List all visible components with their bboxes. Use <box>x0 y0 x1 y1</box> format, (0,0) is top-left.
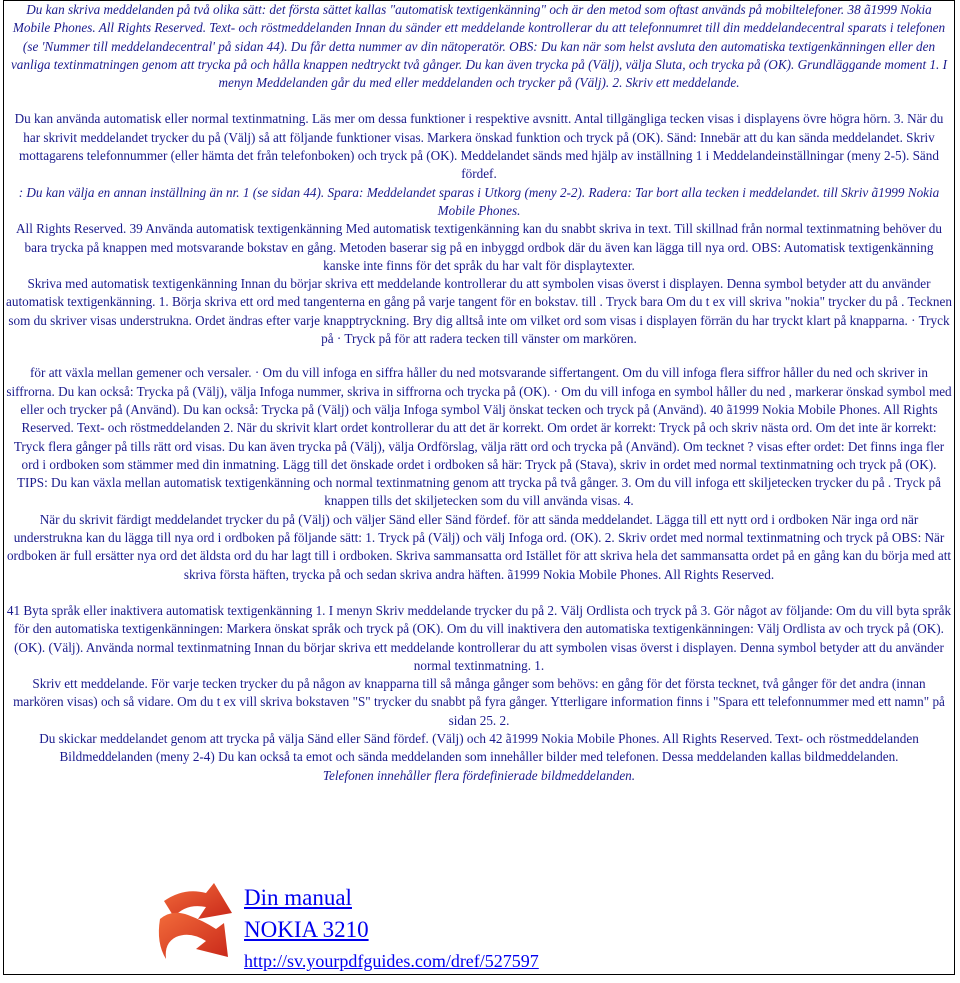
paragraph: All Rights Reserved. 39 Använda automatisk textigenkänning Med automatisk textigenkänning kan du snabbt skriva in text. Till skillnad från normal textinmatning behöver du bara trycka på knappen med motsvarande bokstav en gång. Metoden baserar sig på en inbyggd ordbok där du även kan lägga till nya ord. OBS: Automatisk textigenkänning kanske inte finns för det språk du har valt för displaytexter. <box>16 221 942 273</box>
paragraph-spacer <box>4 584 954 602</box>
footer-links <box>244 882 539 974</box>
paragraph: TIPS: Du kan växla mellan automatisk textigenkänning och normal textinmatning genom att trycka på två gånger. 3. Om du vill infoga ett skiljetecken trycker du på . Tryck på knappen tills det skiljetecken som du vill använda visas. 4. <box>16 475 941 509</box>
paragraph: Du skickar meddelandet genom att trycka på välja Sänd eller Sänd fördef. (Välj) och 42 ã1999 Nokia Mobile Phones. All Rights Reserved. Text- och röstmeddelanden Bildmeddelanden (meny 2-4) Du kan också ta emot och sända meddelanden som innehåller bilder med telefonen. Dessa meddelanden kallas bildmeddelanden. <box>39 730 919 765</box>
paragraph: 41 Byta språk eller inaktivera automatisk textigenkänning 1. I menyn Skriv meddelande trycker du på 2. Välj Ordlista och tryck på 3. Gör något av följande: Om du vill byta språk för den automatiska textigenkänningen: Markera önskat språk och tryck på (OK). Om du vill inaktivera den automatiska textigenkänningen: Välj Ordlista av och tryck på (OK). (OK). (Välj). Använda normal textinmatning Innan du börjar skriva ett meddelande kontrollerar du att symbolen visas överst i displayen. Denna symbol betyder att du använder normal textinmatning. 1. <box>6 602 952 673</box>
manual-model-link[interactable]: NOKIA 3210 <box>244 917 369 942</box>
paragraph: Du kan använda automatisk eller normal textinmatning. Läs mer om dessa funktioner i respektive avsnitt. Antal tillgängliga tecken visas i displayens övre högra hörn. 3. När du har skrivit meddelandet trycker du på (Välj) så att följande funktioner visas. Markera önskad funktion och tryck på (OK). Sänd: Innebär att du kan sända meddelandet. Skriv mottagarens telefonnummer (eller hämta det från telefonboken) och tryck på (OK). Meddelandet sänds med hjälp av inställning 1 i Meddelandeinställningar (meny 2-5). Sänd fördef. <box>14 111 944 182</box>
red-arrow-logo-icon <box>154 879 238 969</box>
paragraph-spacer <box>4 348 954 364</box>
paragraph: för att växla mellan gemener och versaler. · Om du vill infoga en siffra håller du ned motsvarande siffertangent. Om du vill infoga flera siffror håller du ned och skriver in siffrorna. Du kan också: Trycka på (Välj), välja Infoga nummer, skriva in siffrorna och trycka på (OK). · Om du vill infoga en symbol håller du ned , markerar önskad symbol med eller och trycker på (Använd). Du kan också: Trycka på (Välj) och välja Infoga symbol Välj önskat tecken och tryck på (Använd). 40 ã1999 Nokia Mobile Phones. All Rights Reserved. Text- och röstmeddelanden 2. När du skrivit klart ordet kontrollerar du att det är korrekt. Om ordet är korrekt: Tryck på och skriv nästa ord. Om det inte är korrekt: Tryck flera gånger på tills rätt ord visas. Du kan även trycka på (Välj), välja Ordförslag, välja rätt ord och trycka på (Använd). Om tecknet ? visas efter ordet: Det finns inga fler ord i ordboken som stämmer med din inmatning. Lägg till det önskade ordet i ordboken så här: Tryck på (Stava), skriv in ordet med normal textinmatning och tryck på (OK). <box>6 365 952 472</box>
manual-title-link[interactable]: Din manual <box>244 885 352 910</box>
document-page <box>3 0 955 975</box>
paragraph: : Du kan välja en annan inställning än nr. 1 (se sidan 44). Spara: Meddelandet sparas i Utkorg (meny 2-2). Radera: Tar bort alla tecken i meddelandet. till Skriv ã1999 Nokia Mobile Phones. <box>18 184 940 218</box>
paragraph: När du skrivit färdigt meddelandet trycker du på (Välj) och väljer Sänd eller Sänd fördef. för att sända meddelandet. Lägga till ett nytt ord i ordboken När inga ord när understrukna kan du lägga till nya ord i ordboken på följande sätt: 1. Tryck på (Välj) och välj Infoga ord. (OK). 2. Skriv ordet med normal textinmatning och tryck på OBS: När ordboken är full ersätter nya ord det äldsta ord du har lagt till i ordboken. Skriva sammansatta ord Istället för att skriva hela det sammansatta ordet på en gång kan du börja med att skriva första häften, trycka på och sedan skriva andra häften. ã1999 Nokia Mobile Phones. All Rights Reserved. <box>6 511 952 582</box>
paragraph: Skriv ett meddelande. För varje tecken trycker du på någon av knapparna till så många gånger som behövs: en gång för det första tecknet, två gånger för det andra (innan markören visas) och så vidare. Om du t ex vill skriva bokstaven "S" trycker du snabbt på fyra gånger. Ytterligare information finns i "Spara ett telefonnummer med ett namn" på sidan 25. 2. <box>13 676 945 728</box>
paragraph: Telefonen innehåller flera fördefinierade bildmeddelanden. <box>322 767 636 783</box>
manual-url-link[interactable]: http://sv.yourpdfguides.com/dref/527597 <box>244 951 539 971</box>
manual-footer <box>154 879 714 974</box>
paragraph: Skriva med automatisk textigenkänning Innan du börjar skriva ett meddelande kontrollerar du att symbolen visas överst i displayen. Denna symbol betyder att du använder automatisk textigenkänning. 1. Börja skriva ett ord med tangenterna en gång på varje tangent för en bokstav. till . Tryck bara Om du t ex vill skriva "nokia" trycker du på . Tecknen som du skriver visas understrukna. Ordet ändras efter varje knapptryckning. Bry dig alltså inte om vilket ord som visas i displayen förrän du har tryckt klart på knapparna. · Tryck på · Tryck på för att radera tecken till vänster om markören. <box>6 276 952 347</box>
paragraph: Du kan skriva meddelanden på två olika sätt: det första sättet kallas "automatisk textigenkänning" och är den metod som oftast används på mobiltelefoner. 38 ã1999 Nokia Mobile Phones. All Rights Reserved. Text- och röstmeddelanden Innan du sänder ett meddelande kontrollerar du att telefonnumret till din meddelandecentral sparats i telefonen (se 'Nummer till meddelandecentral' på sidan 44). Du får detta nummer av din nätoperatör. OBS: Du kan när som helst avsluta den automatiska textigenkänningen eller den vanliga textinmatningen genom att trycka på och hålla knappen nedtryckt två gånger. Du kan även trycka på (Välj), välja Sluta, och trycka på (OK). Grundläggande moment 1. I menyn Meddelanden går du med eller meddelanden och trycker på (Välj). 2. Skriv ett meddelande. <box>10 2 948 91</box>
paragraph-spacer <box>4 92 954 110</box>
document-body <box>4 1 954 785</box>
